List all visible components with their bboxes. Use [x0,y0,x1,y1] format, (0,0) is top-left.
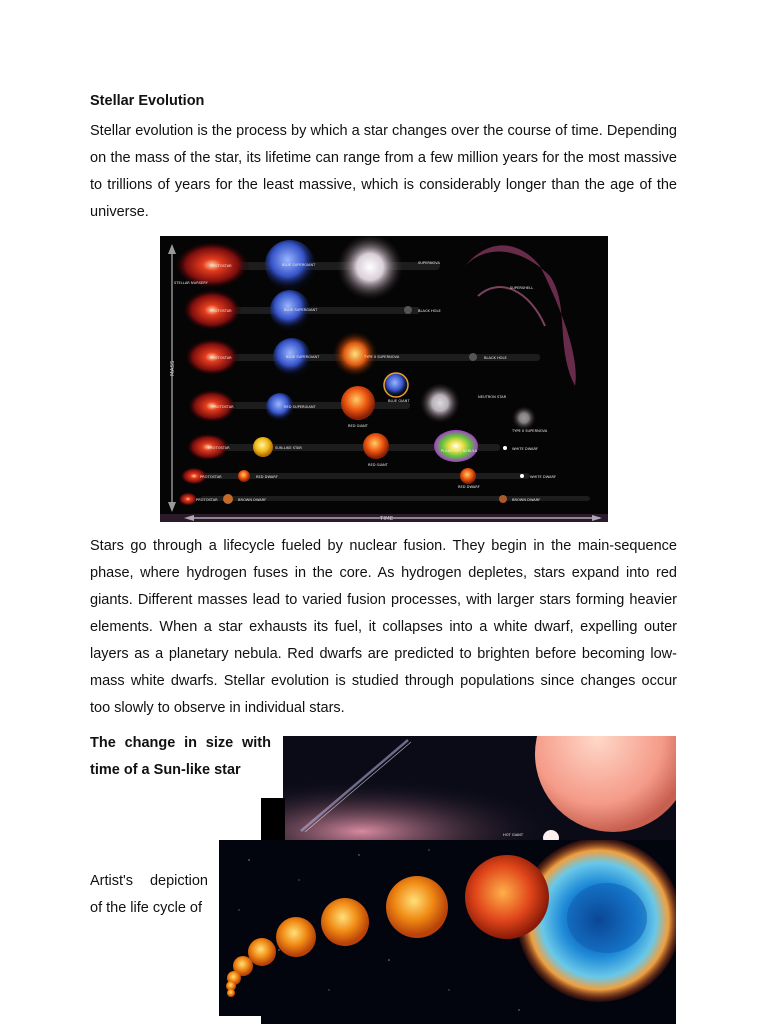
sun-size-image [283,736,676,842]
svg-text:SUN-LIKE STAR: SUN-LIKE STAR [275,446,302,450]
svg-text:PROTOSTAR: PROTOSTAR [208,446,230,450]
svg-text:PROTOSTAR: PROTOSTAR [200,475,222,479]
svg-text:RED DWARF: RED DWARF [458,485,480,489]
sun-like-star-mark [253,437,273,457]
svg-text:PLANETARY NEBULA: PLANETARY NEBULA [441,449,478,453]
svg-text:WHITE DWARF: WHITE DWARF [530,475,557,479]
svg-text:NEUTRON STAR: NEUTRON STAR [478,395,507,399]
svg-text:TYPE II SUPERNOVA: TYPE II SUPERNOVA [364,355,400,359]
svg-text:PROTOSTAR: PROTOSTAR [196,498,218,502]
svg-text:BROWN DWARF: BROWN DWARF [238,498,267,502]
svg-text:PROTOSTAR: PROTOSTAR [210,356,232,360]
stellar-evolution-diagram [160,236,608,522]
svg-text:WHITE DWARF: WHITE DWARF [512,447,539,451]
svg-text:SUPERSHELL: SUPERSHELL [510,286,534,290]
axis-mass-label: MASS [170,360,176,376]
red-giant-mark [341,386,375,420]
svg-text:BLUE SUPERGIANT: BLUE SUPERGIANT [286,355,320,359]
svg-text:PROTOSTAR: PROTOSTAR [212,405,234,409]
svg-text:PROTOSTAR: PROTOSTAR [210,264,232,268]
section-heading: Stellar Evolution [90,93,205,109]
svg-text:BLUE SUPERGIANT: BLUE SUPERGIANT [282,263,316,267]
sun-size-caption: The change in size with time of a Sun-like star [90,735,271,778]
stellar-nursery-label: STELLAR NURSERY [174,281,208,285]
svg-text:TYPE II SUPERNOVA: TYPE II SUPERNOVA [512,429,548,433]
life-cycle-caption: Artist's depiction of the life cycle of [90,873,208,916]
lifecycle-paragraph: Stars go through a lifecycle fueled by nuclear fusion. They begin in the main-sequence phase, where hydrogen fuses in the core. As hydrogen depletes, stars expand into red giants. Different masses lead to varied fusion processes, with larger stars forming heavier elements. When a star exhausts its fuel, it collapses into a white dwarf, expelling outer layers as a planetary nebula. Red dwarfs are predicted to brighten before becoming low-mass white dwarfs. Stellar evolution is studied through populations since changes occur too slowly to observe in individual stars. [90,538,677,716]
image-edge [261,798,285,842]
svg-text:PROTOSTAR: PROTOSTAR [210,309,232,313]
image-gap [219,1016,261,1024]
sun-life-cycle-image [219,840,676,1024]
svg-text:RED GIANT: RED GIANT [348,424,368,428]
svg-text:BLUE GIANT: BLUE GIANT [388,399,410,403]
svg-text:BLACK HOLE: BLACK HOLE [418,309,441,313]
intro-paragraph: Stellar evolution is the process by which a star changes over the course of time. Depending on the mass of the star, its lifetime can range from a few million years for the most massive to trillions of years for the least massive, which is considerably longer than the age of the universe. [90,123,677,220]
svg-text:BROWN DWARF: BROWN DWARF [512,498,541,502]
type-ii-supernova-mark [333,332,377,376]
svg-text:BLUE SUPERGIANT: BLUE SUPERGIANT [284,308,318,312]
svg-text:RED GIANT: RED GIANT [368,463,388,467]
supershell-nebula [465,245,576,386]
svg-text:SUPERNOVA: SUPERNOVA [418,261,440,265]
svg-text:BLACK HOLE: BLACK HOLE [484,356,507,360]
axis-time-label: TIME [380,516,394,522]
svg-text:RED DWARF: RED DWARF [256,475,278,479]
svg-text:RED SUPERGIANT: RED SUPERGIANT [284,405,316,409]
supernova-mark [337,236,403,300]
hot-giant-label: HOT GIANT [503,833,524,837]
planetary-nebula-mark [434,430,478,462]
red-giant-orb [465,855,549,939]
